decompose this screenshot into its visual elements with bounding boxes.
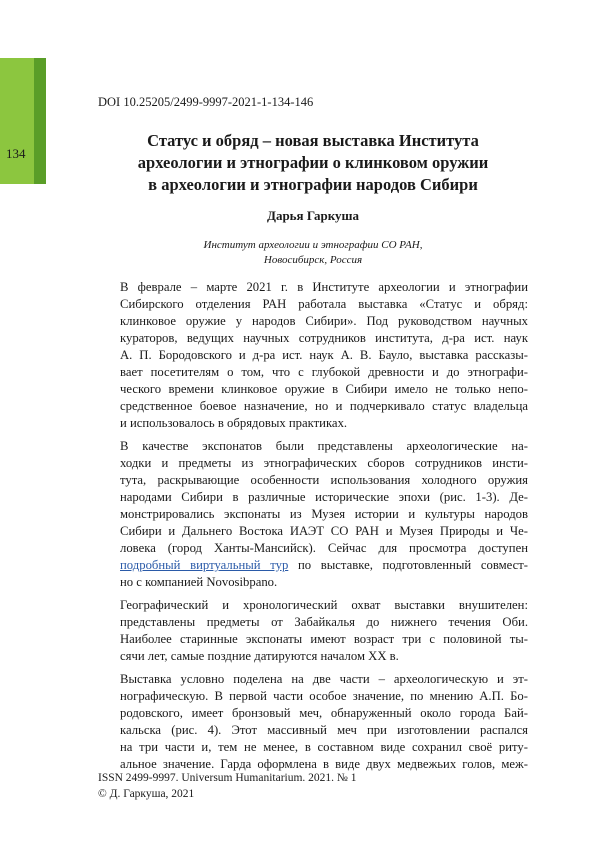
text-line: В качестве экспонатов были представлены археологические на- — [120, 439, 528, 453]
text-line: сячи лет, самые поздние датируются началом XX в. — [120, 649, 399, 663]
article-body — [98, 279, 528, 779]
text-line: альное значение. Гарда оформлена в виде двух медвежьих голов, меж- — [120, 757, 528, 771]
affiliation-line: Институт археологии и этнографии СО РАН, — [203, 239, 423, 251]
text-line-with-link — [98, 557, 528, 574]
page-footer — [98, 770, 357, 802]
text-line: монстрировались экспонаты из Музея истории и культуры народов — [120, 507, 528, 521]
text-line: родовского, имеет бронзовый меч, обнаруженный около города Бай- — [120, 706, 528, 720]
text-after-link: по выставке, подготовленный совмест- — [288, 558, 528, 572]
text-line: вает посетителям о том, что с глубокой древности и до этнографи- — [120, 365, 528, 379]
text-line: но с компанией Novosibpano. — [120, 575, 278, 589]
text-line: ческого времени клинковое оружие в Сибири имело не только непо- — [120, 382, 528, 396]
author-affiliation — [98, 238, 528, 268]
side-color-bar-accent — [34, 58, 46, 184]
copyright-notice: © Д. Гаркуша, 2021 — [98, 788, 195, 800]
text-line: ловека (город Ханты-Мансийск). Сейчас для просмотра доступен — [120, 541, 528, 555]
text-line: Наиболее старинные экспонаты имеют возраст три с половиной ты- — [120, 632, 528, 646]
author-name: Дарья Гаркуша — [267, 208, 359, 223]
affiliation-line: Новосибирск, Россия — [263, 254, 363, 266]
paragraph-4 — [98, 671, 528, 773]
article-title — [98, 130, 528, 196]
text-line: ходки и предметы из этнографических сборов сотрудников инсти- — [120, 456, 528, 470]
text-line: кальска (рис. 4). Этот массивный меч при изготовлении распался — [120, 723, 528, 737]
text-line: В февралe – марте 2021 г. в Институте археологии и этнографии — [120, 280, 528, 294]
paragraph-3 — [98, 597, 528, 665]
text-line: Географический и хронологический охват выставки внушителен: — [120, 598, 528, 612]
text-line: на три части и, тем не менее, в составном виде сохранил своё риту- — [120, 740, 528, 754]
virtual-tour-link[interactable]: подробный виртуальный тур — [120, 558, 289, 572]
text-line: кураторов, ведущих научных сотрудников института, д-ра ист. наук — [120, 331, 528, 345]
doi-line: DOI 10.25205/2499-9997-2021-1-134-146 — [98, 95, 314, 109]
paragraph-1 — [98, 279, 528, 432]
text-line: народами Сибири в различные исторические эпохи (рис. 1-3). Де- — [120, 490, 528, 504]
text-line: представлены предметы от Забайкалья до нижнего течения Оби. — [120, 615, 528, 629]
paragraph-2 — [98, 438, 528, 591]
text-line: Выставка условно поделена на две части – археологическую и эт- — [120, 672, 528, 686]
page-number: 134 — [6, 146, 26, 161]
text-line: А. П. Бородовского и д-ра ист. наук А. В. Бауло, выставка рассказы- — [120, 348, 528, 362]
text-line: нографическую. В первой части особое значение, по мнению А.П. Бо- — [120, 689, 528, 703]
title-line: в археологии и этнографии народов Сибири — [148, 175, 478, 194]
title-line: археологии и этнографии о клинковом оружии — [137, 153, 489, 172]
text-line: Сибири и Дальнего Востока ИАЭТ СО РАН и Музея Природы и Че- — [120, 524, 528, 538]
text-line: клинковое оружие у народов Сибири». Под руководством научных — [120, 314, 528, 328]
text-line: и использовалось в обрядовых практиках. — [120, 416, 348, 430]
text-line: Сибирского отделения РАН работала выставка «Статус и обряд: — [120, 297, 528, 311]
text-line: тута, раскрывающие особенности использования холодного оружия — [120, 473, 528, 487]
text-line: средственное боевое назначение, но и подчеркивало статус владельца — [120, 399, 528, 413]
journal-info: ISSN 2499-9997. Universum Humanitarium. 2021. № 1 — [98, 772, 357, 784]
title-line: Статус и обряд – новая выставка Института — [147, 131, 479, 150]
